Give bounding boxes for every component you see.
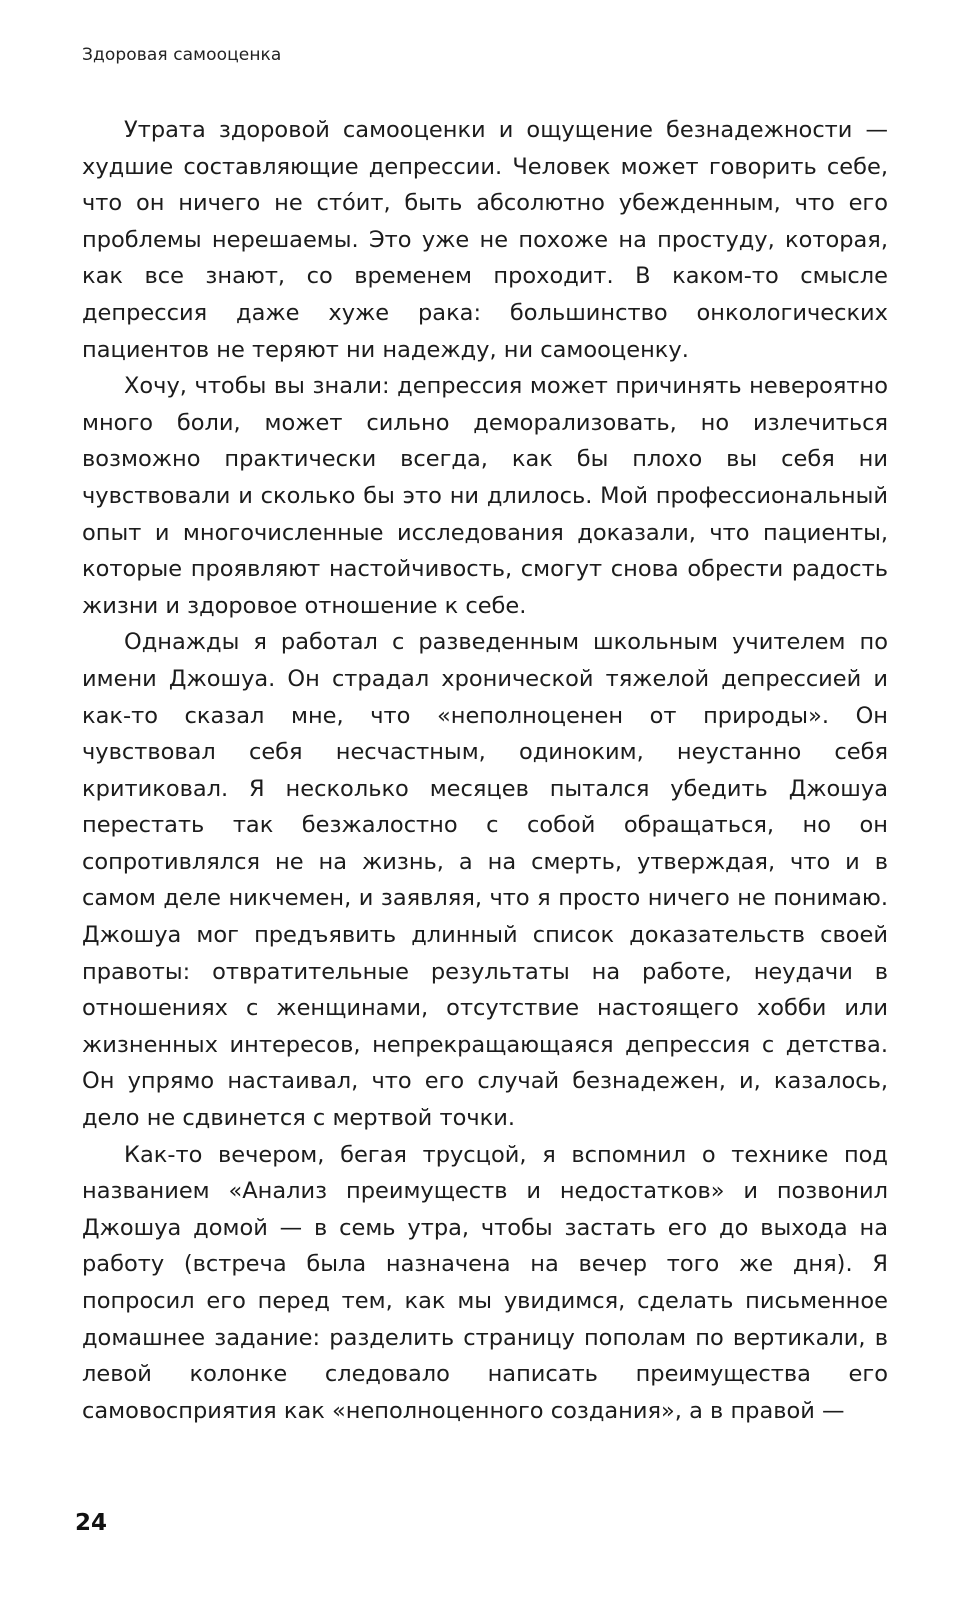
body-text — [82, 112, 888, 1429]
page-number: 24 — [75, 1510, 108, 1536]
paragraph: Хочу, чтобы вы знали: депрессия может причинять невероятно много боли, может сильно деморализовать, но излечиться возможно практически всегда, как бы плохо вы себя ни чувствовали и сколько бы это ни длилось. Мой профессиональный опыт и многочисленные исследования доказали, что пациенты, которые проявляют настойчивость, смогут снова обрести радость жизни и здоровое отношение к себе. — [82, 373, 888, 619]
running-head: Здоровая самооценка — [82, 45, 282, 65]
paragraph: Утрата здоровой самооценки и ощущение безнадежности — худшие составляющие депрессии. Человек может говорить себе, что он ничего не сто́ит, быть абсолютно убежденным, что его проблемы нерешаемы. Это уже не похоже на простуду, которая, как все знают, со временем проходит. В каком-то смысле депрессия даже хуже рака: большинство онкологических пациентов не теряют ни надежду, ни самооценку. — [82, 117, 888, 363]
paragraph: Однажды я работал с разведенным школьным учителем по имени Джошуа. Он страдал хронической тяжелой депрессией и как-то сказал мне, что «неполноценен от природы». Он чувствовал себя несчастным, одиноким, неустанно себя критиковал. Я несколько месяцев пытался убедить Джошуа перестать так безжалостно с собой обращаться, но он сопротивлялся не на жизнь, а на смерть, утверждая, что и в самом деле никчемен, и заявляя, что я просто ничего не понимаю. Джошуа мог предъявить длинный список доказательств своей правоты: отвратительные результаты на работе, неудачи в отношениях с женщинами, отсутствие настоящего хобби или жизненных интересов, непрекращающаяся депрессия с детства. Он упрямо настаивал, что его случай безнадежен, и, казалось, дело не сдвинется с мертвой точки. — [82, 629, 888, 1132]
paragraph: Как-то вечером, бегая трусцой, я вспомнил о технике под названием «Анализ преимуществ и недостатков» и позвонил Джошуа домой — в семь утра, чтобы застать его до выхода на работу (встреча была назначена на вечер того же дня). Я попросил его перед тем, как мы увидимся, сделать письменное домашнее задание: разделить страницу пополам по вертикали, в левой колонке следовало написать преимущества его самовосприятия как «неполноценного создания», а в правой — — [82, 1141, 888, 1424]
